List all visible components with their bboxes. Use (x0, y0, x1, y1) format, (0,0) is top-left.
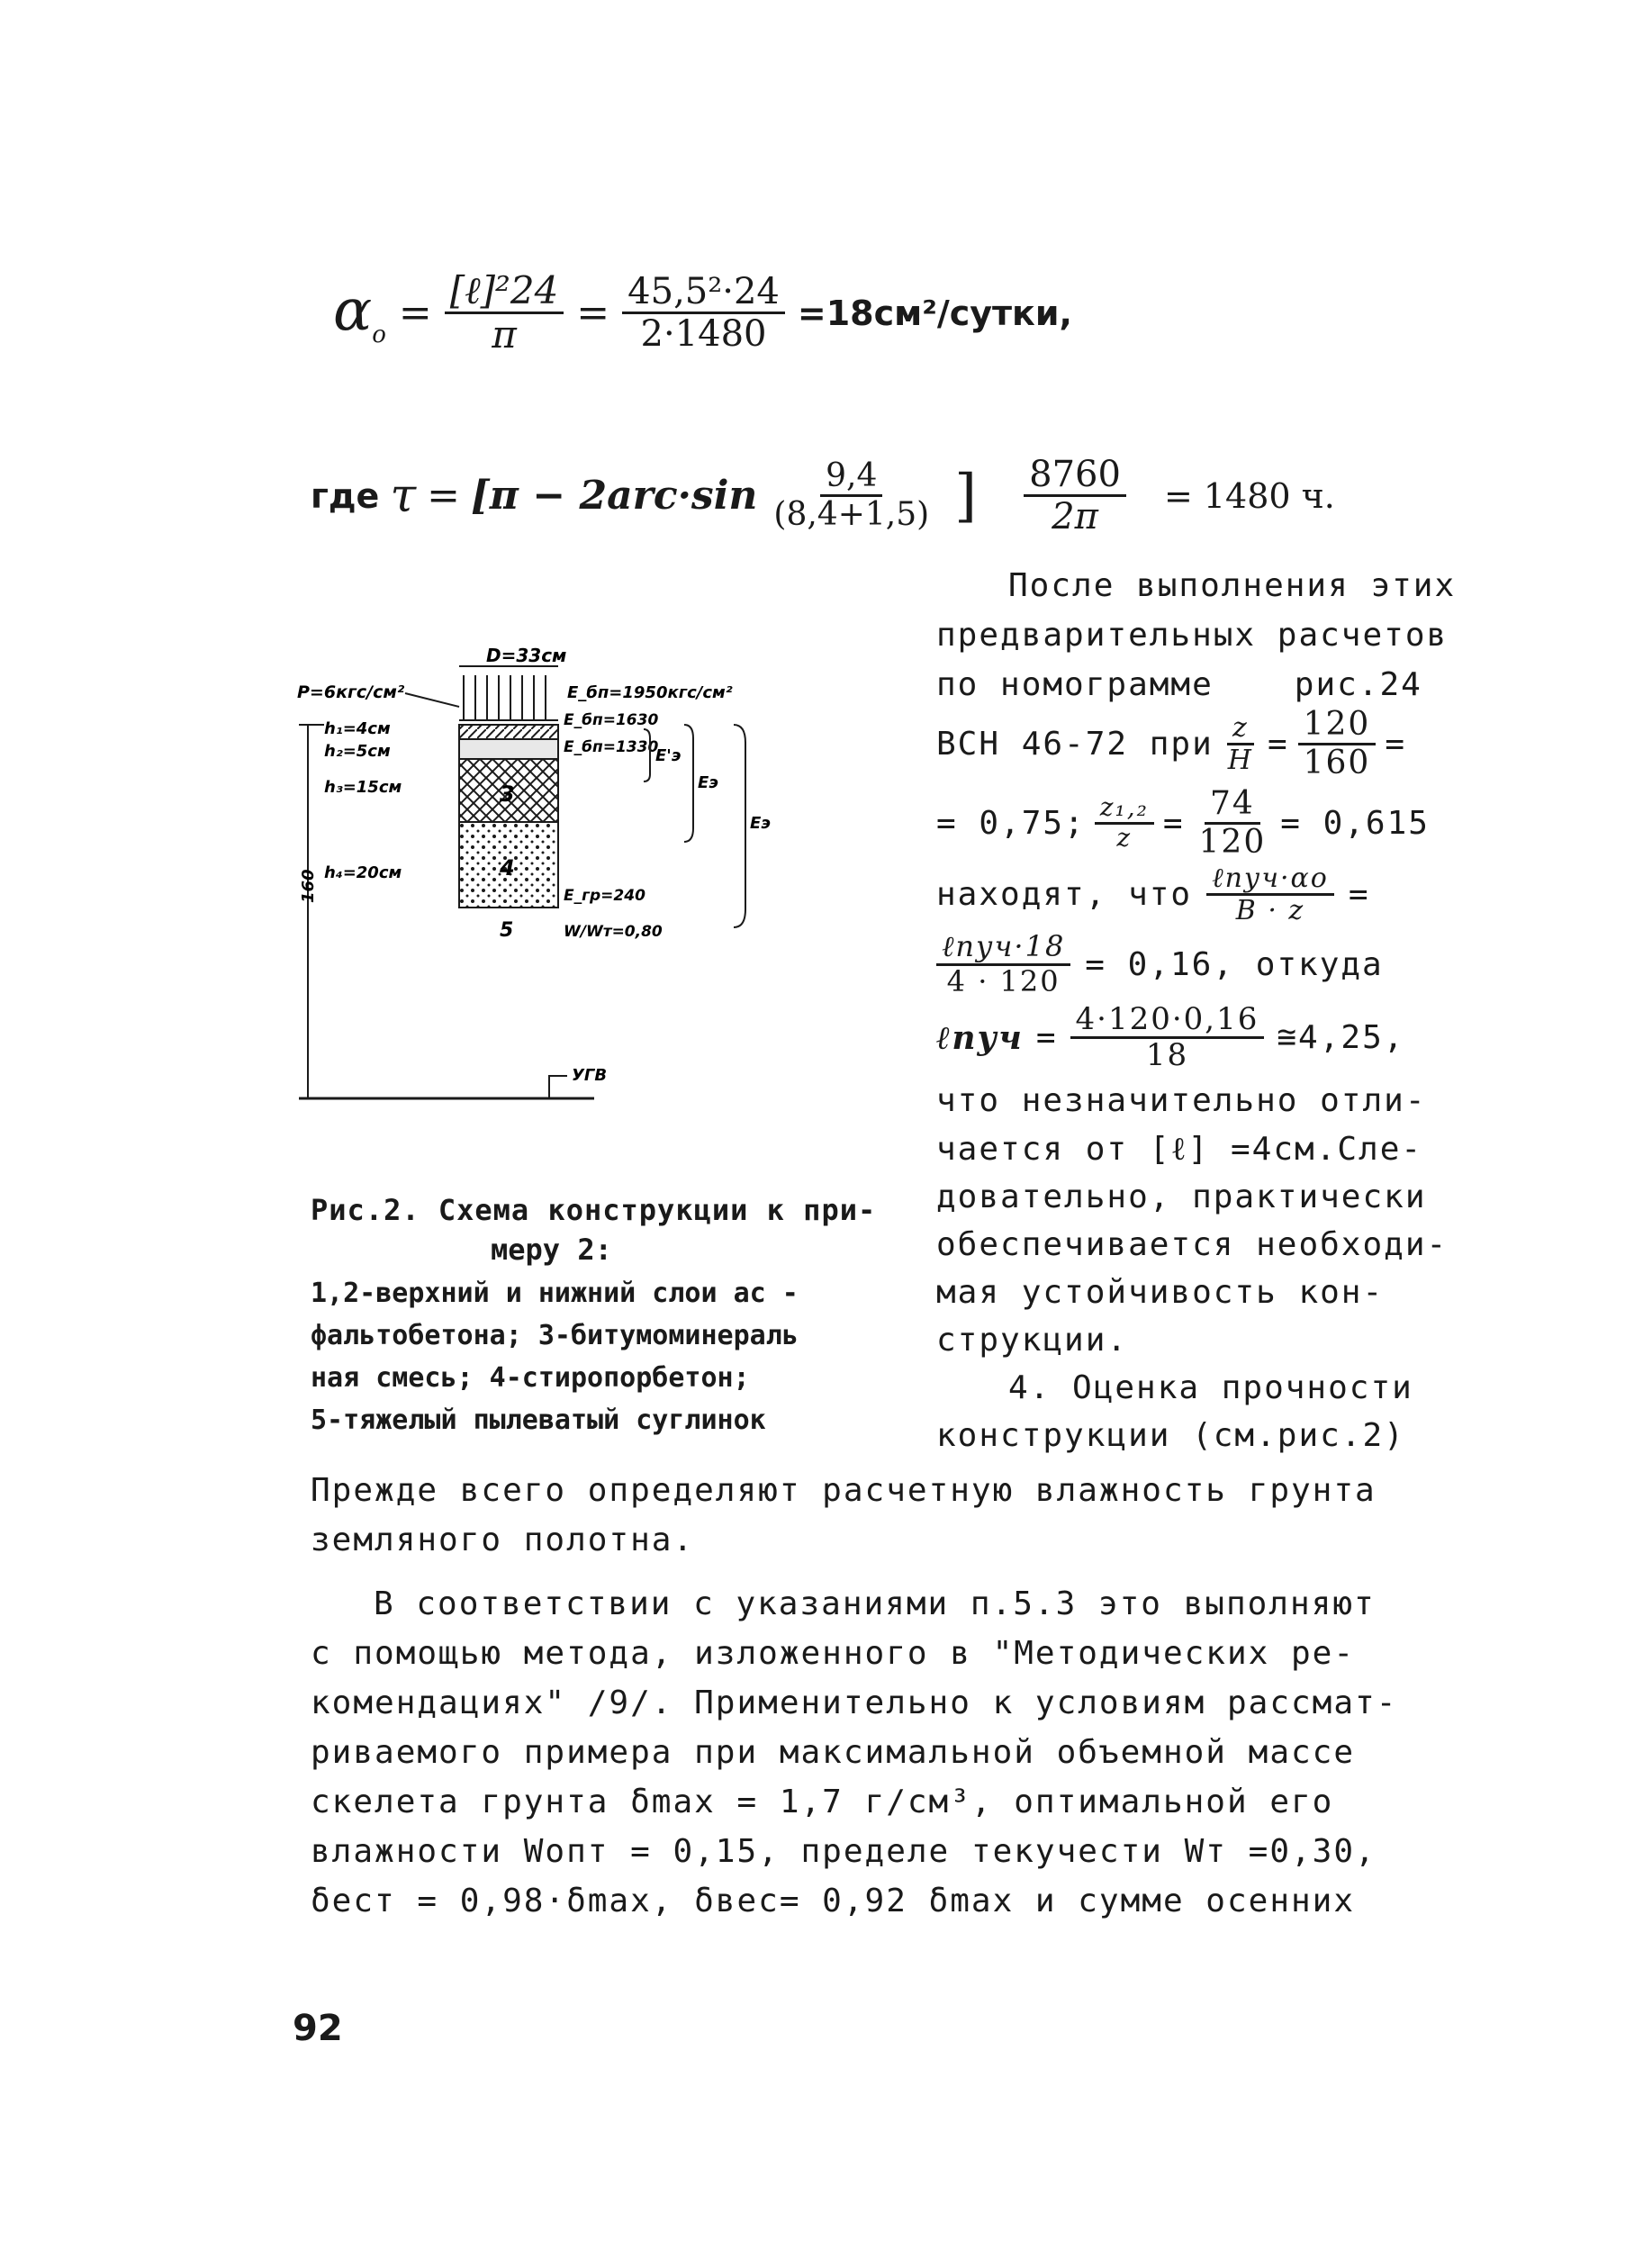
h3-label: h₃=15см (324, 778, 402, 797)
body-line: Прежде всего определяют расчетную влажность грунта (311, 1472, 1377, 1509)
height-label: 160 (299, 869, 318, 903)
e-eq-label-3: Eэ (750, 814, 771, 833)
h4-label: h₄=20см (324, 863, 402, 882)
alpha-fraction-1: $\frac{\text{[ℓ]²24}}{\pi}$ (445, 270, 564, 356)
construction-diagram (297, 639, 855, 1125)
body-line: скелета грунта δmax = 1,7 г/см³, оптимальной его (311, 1784, 1334, 1820)
layer-5-label: 5 (500, 919, 514, 942)
body-line: δест = 0,98·δmax, δвес= 0,92 δmax и сумме осенних (311, 1883, 1356, 1919)
e2-label: E_бп=1630 (564, 711, 659, 729)
p-label: P=6кгс/см² (297, 682, 405, 702)
body-text (311, 1472, 1490, 1919)
tau-inner-fraction: $\frac{9,4}{(8,4+1,5)}$ (773, 457, 930, 533)
e-eq-label-2: Eэ (698, 773, 718, 792)
body-line: земляного полотна. (311, 1522, 695, 1558)
alpha-result: =18см²/сутки, (797, 293, 1072, 333)
egr-label: E_гр=240 (564, 887, 645, 905)
ugv-label: УГВ (572, 1066, 608, 1085)
formula-alpha: $\alpha_o$ = $\frac{\text{[ℓ]²24}}{\pi}$ = $\frac{\text{45,5²·24}}{2\cdot 1480}$ =18см²/сутки, (333, 268, 1072, 357)
page-number: 92 (293, 2008, 343, 2049)
tau-fraction: $\frac{8760}{2\pi}$ (1024, 455, 1126, 537)
e3-label: E_бп=1330 (564, 738, 659, 756)
h2-label: h₂=5см (324, 742, 391, 761)
d-label: D=33см (486, 645, 567, 666)
h1-label: h₁=4см (324, 719, 391, 738)
layer-3-label: 3 (500, 781, 515, 807)
formula-tau: где τ = [π − 2arc·sin $\frac{9,4}{(8,4+1,5)}$ ] $\frac{8760}{2\pi}$ = 1480 ч. (311, 454, 1335, 537)
e1-label: E_бп=1950кгс/см² (567, 683, 733, 702)
e-eq-label-1: E'э (655, 746, 682, 765)
right-column-text: После выполнения этих предварительных расчетов по номограмме рис.24 ВСН 46-72 при $\frac{z}{H}$ = $\frac{120}{160}$ = = 0,75; $\frac{\text{z₁,₂}}{z}$ = $\frac{74}{120}$ = 0,615 находят, что $\frac{\text{ℓпуч·αо}}{B \cdot z}$ = $\frac{\text{ℓпуч·18}}{4 \cdot 120}$ = 0,16, откуда ℓпуч = $\frac{4\cdot 120\cdot 0,16}{18}$ ≅4,25, что незначительно отли- чается от [ℓ] =4см.Сле- довательно, практически обеспечивается необходи- мая устойчивость кон- струкции. 4. Оценка прочности конструкции (см.рис.2) (936, 567, 1457, 1454)
body-line: влажности Wопт = 0,15, пределе текучести Wт =0,30, (311, 1833, 1377, 1870)
body-line: В соответствии с указаниями п.5.3 это выполняют (374, 1585, 1376, 1622)
layer-4-label: 4 (500, 855, 515, 881)
w-ratio-label: W/Wт=0,80 (564, 923, 663, 941)
figure-caption: Рис.2. Схема конструкции к при- меру 2: 1,2-верхний и нижний слои ас - фальтобетона; 3-битумоминераль ная смесь; 4-стиропорбетон; 5-тяжелый пылеватый суглинок (311, 1193, 877, 1436)
body-line: с помощью метода, изложенного в "Методических ре- (311, 1635, 1356, 1672)
alpha-fraction-2: $\frac{\text{45,5²·24}}{2\cdot 1480}$ (622, 272, 785, 354)
alpha-symbol: $\alpha_o$ (333, 277, 386, 349)
body-line: комендациях" /9/. Применительно к условиям рассмат- (311, 1684, 1398, 1721)
body-line: риваемого примера при максимальной объемной массе (311, 1734, 1356, 1771)
